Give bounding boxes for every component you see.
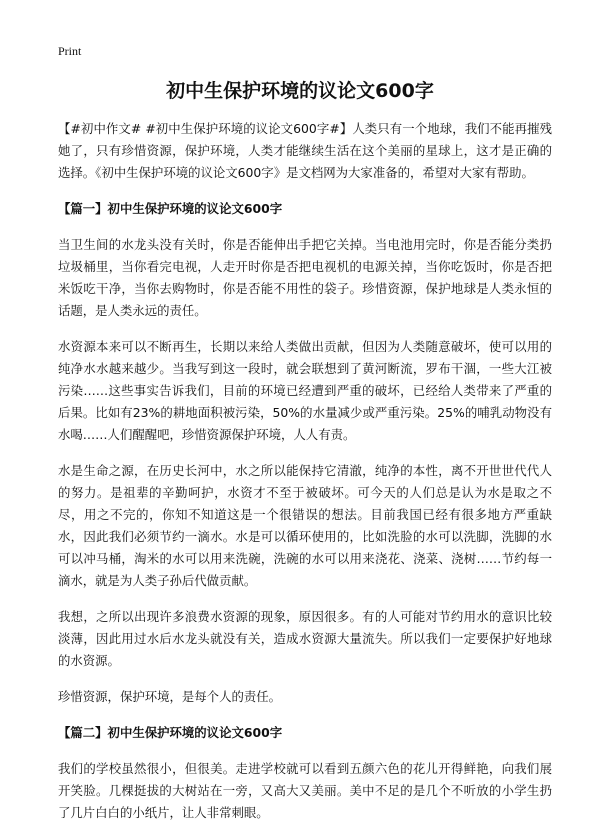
section-1-paragraph: 当卫生间的水龙头没有关时，你是否能伸出手把它关掉。当电池用完时，你是否能分类扔垃圾桶里，当你看完电视，人走开时你是否把电视机的电源关掉，当你吃饭时，你是否把米饭吃干净，当你去购物时，你是否能不用性的袋子。珍惜资源，保护地球是人类永恒的话题，是人类永远的责任。 bbox=[58, 237, 552, 318]
section-1-paragraph: 珍惜资源，保护环境，是每个人的责任。 bbox=[58, 689, 282, 704]
section-1-paragraph: 我想，之所以出现许多浪费水资源的现象，原因很多。有的人可能对节约用水的意识比较淡薄，因此用过水后水龙头就没有关，造成水资源大量流失。所以我们一定要保护好地球的水资源。 bbox=[58, 609, 552, 668]
section-1-paragraph: 水是生命之源，在历史长河中，水之所以能保持它清澈，纯净的本性，离不开世世代代人的努力。是祖辈的辛勤呵护，水资才不至于被破坏。可今天的人们总是认为水是取之不尽，用之不完的，你知不知道这是一个很错误的想法。目前我国已经有很多地方严重缺水，因此我们必须节约一滴水。水是可以循环使用的，比如洗脸的水可以洗脚，洗脚的水可以冲马桶，淘米的水可以用来洗碗，洗碗的水可以用来浇花、浇菜、浇树……节约每一滴水，就是为人类子孙后代做贡献。 bbox=[58, 463, 552, 588]
intro-paragraph: 【#初中作文# #初中生保护环境的议论文600字#】人类只有一个地球，我们不能再摧残她了，只有珍惜资源，保护环境，人类才能继续生活在这个美丽的星球上，这才是正确的选择。《初中生保护环境的议论文600字》是文档网为大家准备的，希望对大家有帮助。 bbox=[58, 121, 552, 180]
document-body bbox=[58, 118, 552, 838]
print-label: Print bbox=[58, 44, 82, 58]
document-title: 初中生保护环境的议论文600字 bbox=[166, 80, 434, 102]
section-2-paragraph: 我们的学校虽然很小，但很美。走进学校就可以看到五颜六色的花儿开得鲜艳，向我们展开笑脸。几棵挺拔的大树站在一旁，又高大又美丽。美中不足的是几个不听放的小学生扔了几片白白的小纸片，让人非常刺眼。 bbox=[58, 761, 552, 820]
section-1-heading: 【篇一】初中生保护环境的议论文600字 bbox=[58, 201, 283, 216]
section-1-paragraph: 水资源本来可以不断再生，长期以来给人类做出贡献，但因为人类随意破坏，使可以用的纯净水水越来越少。当我写到这一段时，就会联想到了黄河断流，罗布干涸，一些大江被污染……这些事实告诉我们，目前的环境已经遭到严重的破坏，已经给人类带来了严重的后果。比如有23%的耕地面积被污染，50%的水量减少或严重污染。25%的哺乳动物没有水喝……人们醒醒吧，珍惜资源保护环境，人人有责。 bbox=[58, 339, 552, 442]
section-2-heading: 【篇二】初中生保护环境的议论文600字 bbox=[58, 725, 283, 740]
